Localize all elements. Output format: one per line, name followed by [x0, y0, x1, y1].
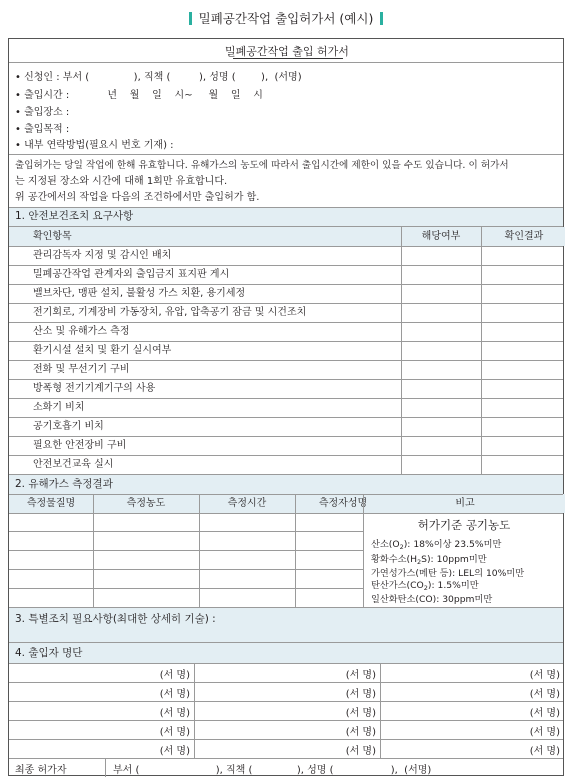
grid-line	[9, 284, 563, 285]
checklist-item: 산소 및 유해가스 측정	[33, 326, 130, 337]
section4-title-text: 4. 출입자 명단	[15, 647, 83, 659]
col-concentration: 측정농도	[126, 498, 166, 509]
notice-line-1: 출입허가는 당일 작업에 한해 유효합니다. 유해가스의 농도에 따라서 출입시간에 제한이 있을 수도 있습니다. 이 허가서	[15, 160, 509, 171]
signature-field[interactable]: (서 명)	[345, 708, 376, 719]
grid-line	[9, 758, 563, 759]
grid-line	[9, 436, 563, 437]
col-applicable: 해당여부	[421, 231, 461, 242]
signature-field[interactable]: (서 명)	[159, 727, 190, 738]
entry-place-line: • 출입장소 :	[15, 107, 70, 118]
checklist-item: 전화 및 무선기기 구비	[33, 364, 130, 375]
form-title: 밀폐공간작업 출입 허가서	[225, 45, 349, 58]
permit-form	[8, 38, 564, 776]
checklist-item: 공기호흡기 비치	[33, 421, 104, 432]
grid-col-line	[93, 494, 94, 607]
signature-field[interactable]: (서 명)	[159, 689, 190, 700]
col-check-item: 확인항목	[33, 231, 72, 242]
grid-line	[9, 360, 563, 361]
signature-field[interactable]: (서 명)	[529, 746, 560, 757]
document-title: 밀폐공간작업 출입허가서 (예시)	[198, 11, 374, 26]
grid-line	[9, 322, 563, 323]
checklist-item: 밸브차단, 맹판 설치, 불활성 가스 치환, 용기세정	[33, 288, 246, 299]
grid-col-line	[401, 227, 402, 474]
standards-list	[371, 539, 524, 606]
col-substance: 측정물질명	[26, 498, 76, 509]
grid-col-line	[105, 758, 106, 777]
grid-col-line	[481, 227, 482, 474]
col-result: 확인결과	[504, 231, 544, 242]
section1-title	[9, 207, 563, 226]
section4-title	[9, 643, 563, 663]
signature-field[interactable]: (서 명)	[529, 670, 560, 681]
signature-field[interactable]: (서 명)	[529, 689, 560, 700]
entry-time-line: • 출입시간 : 년 월 일 시~ 월 일 시	[15, 90, 263, 101]
signature-field[interactable]: (서 명)	[529, 708, 560, 719]
standard-title: 허가기준 공기농도	[417, 518, 511, 532]
grid-line	[9, 682, 563, 683]
col-remarks: 비고	[455, 498, 475, 509]
grid-line	[9, 379, 563, 380]
col-time: 측정시간	[227, 498, 267, 509]
final-approver-fields: 부서 ( ), 직책 ( ), 성명 ( ), (서명)	[113, 765, 432, 776]
divider	[9, 62, 563, 63]
accent-bar-left	[189, 12, 192, 25]
standard-co2: 탄산가스$(CO_2)$: 1.5%미만	[371, 579, 479, 592]
grid-line	[9, 341, 563, 342]
signature-field[interactable]: (서 명)	[529, 727, 560, 738]
grid-line	[9, 588, 363, 589]
accent-bar-right	[380, 12, 383, 25]
section3-title-text: 3. 특별조치 필요사항(최대한 상세히 기술) :	[15, 613, 216, 625]
standard-lel: 가연성가스(메탄 등): LEL의 10%미만	[371, 568, 525, 579]
grid-line	[9, 531, 363, 532]
grid-line	[9, 303, 563, 304]
section1-title-text: 1. 안전보건조치 요구사항	[15, 210, 134, 222]
signature-field[interactable]: (서 명)	[345, 689, 376, 700]
checklist-item: 안전보건교육 실시	[33, 459, 114, 470]
grid-line	[9, 720, 563, 721]
grid-line	[9, 265, 563, 266]
checklist-item: 밀폐공간작업 관계자외 출입금지 표지판 게시	[33, 269, 230, 280]
grid-col-line	[295, 494, 296, 607]
checklist-item: 전기회로, 기계장비 가동장치, 유압, 압축공기 잠금 및 시건조치	[33, 307, 307, 318]
checklist-item: 환기시설 설치 및 환기 실시여부	[33, 345, 172, 356]
notice-line-2: 는 지정된 장소와 시간에 대해 1회만 유효합니다.	[15, 176, 228, 187]
section3-title	[9, 608, 563, 642]
checklist-item: 소화기 비치	[33, 402, 85, 413]
standard-h2s: 황화수소$(H_2S)$: 10ppm미만	[371, 553, 487, 566]
grid-line	[9, 701, 563, 702]
section2-title-text: 2. 유해가스 측정결과	[15, 478, 113, 490]
applicant-line: • 신청인 : 부서 ( ), 직책 ( ), 성명 ( ), (서명)	[15, 72, 302, 83]
grid-col-line	[363, 494, 364, 607]
checklist-item: 관리감독자 지정 및 감시인 배치	[33, 250, 172, 261]
grid-line	[9, 398, 563, 399]
document-header	[0, 8, 572, 30]
form-title-underline	[233, 58, 343, 59]
entry-purpose-line: • 출입목적 :	[15, 124, 70, 135]
signature-field[interactable]: (서 명)	[159, 708, 190, 719]
grid-line	[9, 455, 563, 456]
grid-line	[9, 417, 563, 418]
standard-oxygen: 산소$(O_2)$: 18%이상 23.5%미만	[371, 539, 502, 551]
grid-col-line	[199, 494, 200, 607]
col-measurer: 측정자성명	[318, 498, 368, 509]
signature-field[interactable]: (서 명)	[345, 670, 376, 681]
signature-field[interactable]: (서 명)	[159, 746, 190, 757]
standard-co: 일산화탄소(CO): 30ppm미만	[371, 594, 493, 605]
notice-line-3: 위 공간에서의 작업을 다음의 조건하에서만 출입허가 함.	[15, 192, 260, 203]
grid-line	[9, 246, 563, 247]
signature-field[interactable]: (서 명)	[345, 727, 376, 738]
signature-field[interactable]: (서 명)	[159, 670, 190, 681]
final-approver-label: 최종 허가자	[15, 765, 67, 776]
grid-line	[9, 226, 563, 227]
grid-line	[9, 663, 563, 664]
divider	[9, 154, 563, 155]
checklist-item: 방폭형 전기기계기구의 사용	[33, 383, 156, 394]
grid-line	[9, 550, 363, 551]
section2-title	[9, 475, 563, 494]
grid-line	[9, 569, 363, 570]
signature-field[interactable]: (서 명)	[345, 746, 376, 757]
grid-line	[9, 739, 563, 740]
checklist-item: 필요한 안전장비 구비	[33, 440, 127, 451]
measure-grid-lines	[9, 513, 363, 607]
contact-method-line: • 내부 연락방법(필요시 번호 기재) :	[15, 140, 174, 151]
divider	[9, 207, 563, 208]
